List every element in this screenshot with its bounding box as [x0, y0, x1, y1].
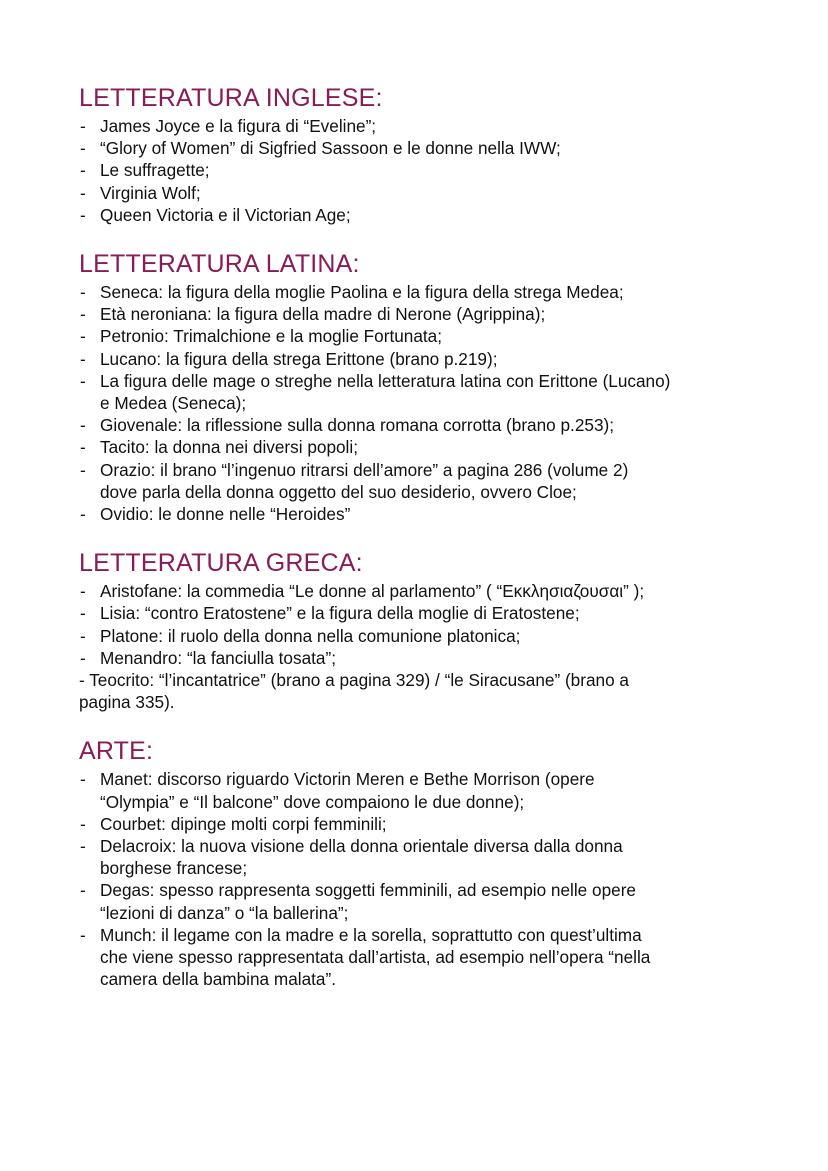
section-letteratura-greca [79, 547, 779, 713]
item-text-continuation: pagina 335). [79, 692, 175, 713]
item-list [79, 580, 779, 713]
item-text-continuation: camera della bambina malata”. [100, 969, 336, 990]
list-item [79, 602, 779, 624]
item-text: Petronio: Trimalchione e la moglie Fortunata; [100, 326, 443, 347]
item-text: Ovidio: le donne nelle “Heroides” [100, 504, 351, 525]
list-item [79, 436, 779, 458]
dash-bullet: - [80, 282, 86, 303]
item-text: Munch: il legame con la madre e la sorella, soprattutto con quest’ultima [100, 924, 642, 945]
section-arte [79, 735, 779, 990]
item-text: Tacito: la donna nei diversi popoli; [100, 437, 358, 458]
dash-bullet: - [80, 326, 86, 347]
list-item [79, 768, 779, 812]
item-text: La figura delle mage o streghe nella letteratura latina con Erittone (Lucano) [100, 370, 671, 391]
list-item [79, 325, 779, 347]
item-text-continuation: che viene spesso rappresentata dall’artista, ad esempio nell’opera “nella [100, 947, 651, 968]
item-list [79, 281, 779, 525]
item-text: Manet: discorso riguardo Victorin Meren e Bethe Morrison (opere [100, 769, 595, 790]
dash-bullet: - [80, 182, 86, 203]
dash-bullet: - [80, 370, 86, 391]
dash-bullet: - [80, 304, 86, 325]
item-text-continuation: e Medea (Seneca); [100, 393, 247, 414]
item-text: Le suffragette; [100, 160, 210, 181]
dash-bullet: - [80, 813, 86, 834]
dash-bullet: - [80, 880, 86, 901]
item-text: Lisia: “contro Eratostene” e la figura della moglie di Eratostene; [100, 603, 580, 624]
list-item [79, 924, 779, 991]
list-item [79, 159, 779, 181]
list-item [79, 137, 779, 159]
list-item [79, 459, 779, 503]
item-text: Età neroniana: la figura della madre di Nerone (Agrippina); [100, 304, 546, 325]
dash-bullet: - [80, 504, 86, 525]
dash-bullet: - [80, 836, 86, 857]
item-text: Teocrito: “l’incantatrice” (brano a pagina 329) / “le Siracusane” (brano a [89, 670, 629, 691]
item-text: Platone: il ruolo della donna nella comunione platonica; [100, 625, 521, 646]
list-item [79, 813, 779, 835]
item-text-continuation: dove parla della donna oggetto del suo desiderio, ovvero Cloe; [100, 481, 577, 502]
list-item [79, 669, 779, 713]
list-item [79, 370, 779, 414]
list-item [79, 580, 779, 602]
document-page [79, 82, 779, 991]
item-text: Orazio: il brano “l’ingenuo ritrarsi dell’amore” a pagina 286 (volume 2) [100, 459, 629, 480]
list-item [79, 281, 779, 303]
dash-bullet: - [80, 116, 86, 136]
dash-bullet: - [80, 603, 86, 624]
item-text-continuation: “Olympia” e “Il balcone” dove compaiono le due donne); [100, 791, 525, 812]
dash-bullet: - [80, 437, 86, 458]
list-item [79, 348, 779, 370]
item-text: Giovenale: la riflessione sulla donna romana corrotta (brano p.253); [100, 415, 615, 436]
item-text-continuation: borghese francese; [100, 858, 248, 879]
item-text: Menandro: “la fanciulla tosata”; [100, 647, 336, 668]
item-text: Lucano: la figura della strega Erittone (brano p.219); [100, 348, 498, 369]
section-heading: LETTERATURA LATINA: [79, 250, 360, 279]
list-item [79, 414, 779, 436]
dash-bullet: - [80, 769, 86, 790]
list-item [79, 625, 779, 647]
section-letteratura-latina [79, 248, 779, 525]
item-text: Courbet: dipinge molti corpi femminili; [100, 813, 387, 834]
item-text-continuation: “lezioni di danza” o “la ballerina”; [100, 902, 349, 923]
dash-bullet: - [80, 625, 86, 646]
section-heading: LETTERATURA GRECA: [79, 549, 363, 578]
dash-bullet: - [80, 581, 86, 602]
item-text: Degas: spesso rappresenta soggetti femminili, ad esempio nelle opere [100, 880, 636, 901]
dash-bullet: - [80, 924, 86, 945]
item-text: Aristofane: la commedia “Le donne al parlamento” ( “Εκκλησιαζουσαι” ); [100, 581, 645, 602]
dash-bullet: - [80, 138, 86, 159]
list-item [79, 647, 779, 669]
dash-bullet: - [80, 459, 86, 480]
item-text: “Glory of Women” di Sigfried Sassoon e le donne nella IWW; [100, 138, 561, 159]
list-item [79, 204, 779, 226]
dash-bullet: - [80, 415, 86, 436]
list-item [79, 503, 779, 525]
dash-bullet: - [80, 160, 86, 181]
list-item [79, 182, 779, 204]
item-list [79, 115, 779, 226]
section-heading: ARTE: [79, 737, 154, 766]
item-text: Delacroix: la nuova visione della donna orientale diversa dalla donna [100, 836, 623, 857]
item-text: Virginia Wolf; [100, 182, 201, 203]
list-item [79, 879, 779, 923]
dash-bullet: - [80, 348, 86, 369]
dash-bullet: - [79, 670, 90, 691]
item-list [79, 768, 779, 990]
list-item [79, 303, 779, 325]
list-item [79, 115, 779, 137]
item-text: Queen Victoria e il Victorian Age; [100, 204, 351, 225]
dash-bullet: - [80, 204, 86, 225]
item-text: Seneca: la figura della moglie Paolina e la figura della strega Medea; [100, 282, 624, 303]
section-letteratura-inglese [79, 82, 779, 226]
dash-bullet: - [80, 647, 86, 668]
item-text: James Joyce e la figura di “Eveline”; [100, 116, 377, 136]
list-item [79, 835, 779, 879]
section-heading: LETTERATURA INGLESE: [79, 84, 383, 112]
